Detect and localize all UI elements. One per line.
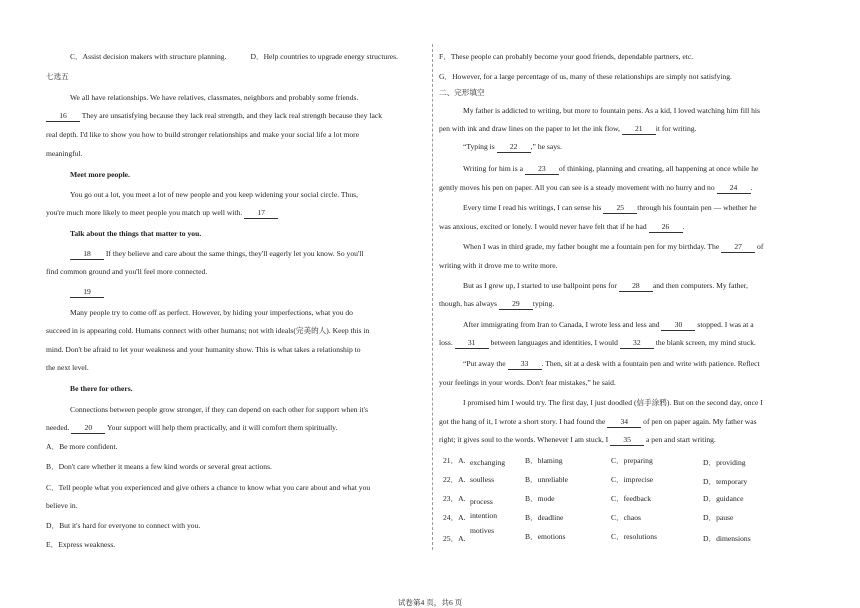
- paragraph-line: “Put away the 33 . Then, sit at a desk with a fountain pen and write with patience. Reflect: [463, 359, 760, 368]
- choice-b[interactable]: B．emotions: [525, 532, 566, 541]
- choice-row-22: [439, 475, 811, 493]
- choice-number: 21．A.: [443, 456, 466, 465]
- choice-row-25: [439, 526, 811, 550]
- paragraph-line: you're much more likely to meet people you match up well with. 17: [46, 208, 278, 219]
- choice-a[interactable]: exchanging: [470, 458, 506, 467]
- paragraph-line: though, has always 29 typing.: [439, 299, 555, 308]
- blank-16[interactable]: 16: [46, 111, 80, 122]
- choice-d[interactable]: D．providing: [703, 458, 746, 467]
- heading-be-there-for-others: Be there for others.: [70, 384, 133, 393]
- prev-option-c-d: [70, 52, 398, 62]
- heading-meet-more-people: Meet more people.: [70, 170, 130, 179]
- choice-c[interactable]: C．preparing: [611, 456, 653, 465]
- paragraph-line: Writing for him is a 23 of thinking, planning and creating, all happening at once while he: [463, 164, 759, 173]
- paragraph-line: writing with it drove me to write more.: [439, 261, 558, 270]
- prev-option-d: D．Help countries to upgrade energy structures.: [250, 52, 398, 61]
- section-label-qixuanwu: 七选五: [46, 72, 69, 81]
- blank-34[interactable]: 34: [607, 417, 641, 428]
- paragraph-line: mind. Don't be afraid to let your weakness and your humanity show. This is what takes a relationship to: [46, 345, 361, 354]
- blank-33[interactable]: 33: [508, 359, 542, 370]
- option-a[interactable]: A．Be more confident.: [46, 442, 118, 451]
- choice-d[interactable]: D．pause: [703, 513, 734, 522]
- paragraph-line: Many people try to come off as perfect. However, by hiding your imperfections, what you do: [70, 308, 353, 317]
- paragraph-line: My father is addicted to writing, but more to fountain pens. As a kid, I loved watching him fill his: [463, 106, 760, 115]
- paragraph-line: Every time I read his writings, I can sense his 25 through his fountain pen — whether he: [463, 203, 757, 212]
- option-c[interactable]: C．Tell people what you experienced and give others a chance to know what you care about and what you: [46, 483, 371, 492]
- choice-c[interactable]: C．resolutions: [611, 532, 657, 541]
- paragraph-line: find common ground and you'll feel more connected.: [46, 267, 208, 276]
- section-label-cloze: 二、完形填空: [439, 88, 485, 97]
- blank-27[interactable]: 27: [721, 242, 755, 253]
- option-b[interactable]: B．Don't care whether it means a few kind words or several great actions.: [46, 462, 272, 471]
- paragraph-line: Connections between people grow stronger, if they can depend on each other for support when it's: [70, 405, 368, 414]
- prev-option-c: C．Assist decision makers with structure planning.: [70, 52, 227, 61]
- heading-talk-about-things: Talk about the things that matter to you.: [70, 229, 202, 238]
- choice-row-24: [439, 513, 811, 531]
- blank-19[interactable]: 19: [70, 287, 104, 298]
- blank-32[interactable]: 32: [620, 338, 654, 349]
- paragraph-line: “Typing is 22 ,” he says.: [463, 142, 562, 151]
- paragraph-line: pen with ink and draw lines on the paper to let the ink flow, 21 it for writing.: [439, 124, 697, 133]
- choice-number: 24．A.: [443, 513, 466, 522]
- paragraph-line: You go out a lot, you meet a lot of new people and you keep widening your social circle. Thus,: [70, 190, 359, 199]
- option-c-continued: believe in.: [46, 501, 78, 510]
- choice-b[interactable]: B．blaming: [525, 456, 563, 465]
- paragraph-line: 16 They are unsatisfying because they lack real strength, and they lack real strength because they lack: [46, 111, 382, 122]
- choice-number: 23．A.: [443, 494, 466, 503]
- choice-a[interactable]: motives: [470, 526, 495, 535]
- paragraph-line: got the hang of it, I wrote a short story. I had found the 34 of pen on paper again. My father was: [439, 417, 757, 426]
- option-d[interactable]: D．But it's hard for everyone to connect with you.: [46, 521, 201, 530]
- paragraph-line: real depth. I'd like to show you how to build stronger relationships and make your social life a lot more: [46, 130, 360, 139]
- paragraph-line: We all have relationships. We have relatives, classmates, neighbors and probably some friends.: [70, 93, 359, 102]
- choice-a[interactable]: soulless: [470, 475, 495, 484]
- column-divider: [432, 44, 433, 550]
- paragraph-line: succeed in is appearing cold. Humans connect with other humans; not with ideals(完美的人). Keep this in: [46, 326, 370, 335]
- blank-25[interactable]: 25: [603, 203, 637, 214]
- blank-26[interactable]: 26: [649, 222, 683, 233]
- blank-18[interactable]: 18: [70, 249, 104, 260]
- blank-21[interactable]: 21: [622, 124, 656, 135]
- choice-a[interactable]: intention: [470, 511, 497, 520]
- blank-28[interactable]: 28: [619, 281, 653, 292]
- choice-row-23: [439, 494, 811, 512]
- blank-20[interactable]: 20: [71, 423, 105, 434]
- choice-row-21: [439, 456, 811, 474]
- blank-23[interactable]: 23: [525, 164, 559, 175]
- paragraph-line: was anxious, excited or lonely. I would never have felt that if he had 26 .: [439, 222, 685, 231]
- option-f[interactable]: F．These people can probably become your good friends, dependable partners, etc.: [439, 52, 694, 61]
- paragraph-line: loss. 31 between languages and identities, I would 32 the blank screen, my mind stuck.: [439, 338, 756, 347]
- blank-31[interactable]: 31: [455, 338, 489, 349]
- paragraph-line: When I was in third grade, my father bought me a fountain pen for my birthday. The 27 of: [463, 242, 764, 251]
- paragraph-line: gently moves his pen on paper. All you can see is a steady movement with no hurry and no 24 .: [439, 183, 753, 192]
- blank-35[interactable]: 35: [610, 435, 644, 446]
- paragraph-line: needed. 20 Your support will help them practically, and it will comfort them spiritually.: [46, 423, 338, 432]
- paragraph-line: 18 If they believe and care about the same things, they'll eagerly let you know. So you'll: [70, 249, 364, 260]
- choice-number: 22．A.: [443, 475, 466, 484]
- paragraph-line: After immigrating from Iran to Canada, I wrote less and less and 30 stopped. I was at a: [463, 320, 754, 329]
- paragraph-line: the next level.: [46, 363, 89, 372]
- choice-a[interactable]: process: [470, 497, 493, 506]
- choice-b[interactable]: B．deadline: [525, 513, 564, 522]
- blank-29[interactable]: 29: [499, 299, 533, 310]
- paragraph-line: right; it gives soul to the words. Whenever I am stuck, I 35 a pen and start writing.: [439, 435, 716, 444]
- blank-30[interactable]: 30: [661, 320, 695, 331]
- paragraph-line: I promised him I would try. The first day, I just doodled (信手涂鸦). But on the second day, once I: [463, 398, 763, 407]
- choice-c[interactable]: C．feedback: [611, 494, 652, 503]
- paragraph-line: meaningful.: [46, 149, 83, 158]
- choice-c[interactable]: C．imprecise: [611, 475, 654, 484]
- option-e[interactable]: E．Express weakness.: [46, 540, 116, 549]
- paragraph-line: [70, 287, 104, 298]
- paragraph-line: your feelings in your words. Don't fear mistakes,” he said.: [439, 378, 616, 387]
- option-g[interactable]: G．However, for a large percentage of us, many of these relationships are simply not satisfying.: [439, 72, 732, 81]
- choice-d[interactable]: D．guidance: [703, 494, 744, 503]
- choice-d[interactable]: D．dimensions: [703, 534, 751, 543]
- choice-number: 25．A.: [443, 534, 466, 543]
- choice-b[interactable]: B．unreliable: [525, 475, 569, 484]
- page-footer: 试卷第4 页，共6 页: [397, 598, 463, 607]
- blank-22[interactable]: 22: [497, 142, 531, 153]
- choice-d[interactable]: D．temporary: [703, 477, 748, 486]
- choice-b[interactable]: B．mode: [525, 494, 555, 503]
- blank-24[interactable]: 24: [717, 183, 751, 194]
- paragraph-line: But as I grew up, I started to use ballpoint pens for 28 and then computers. My father,: [463, 281, 748, 290]
- choice-c[interactable]: C．chaos: [611, 513, 641, 522]
- blank-17[interactable]: 17: [244, 208, 278, 219]
